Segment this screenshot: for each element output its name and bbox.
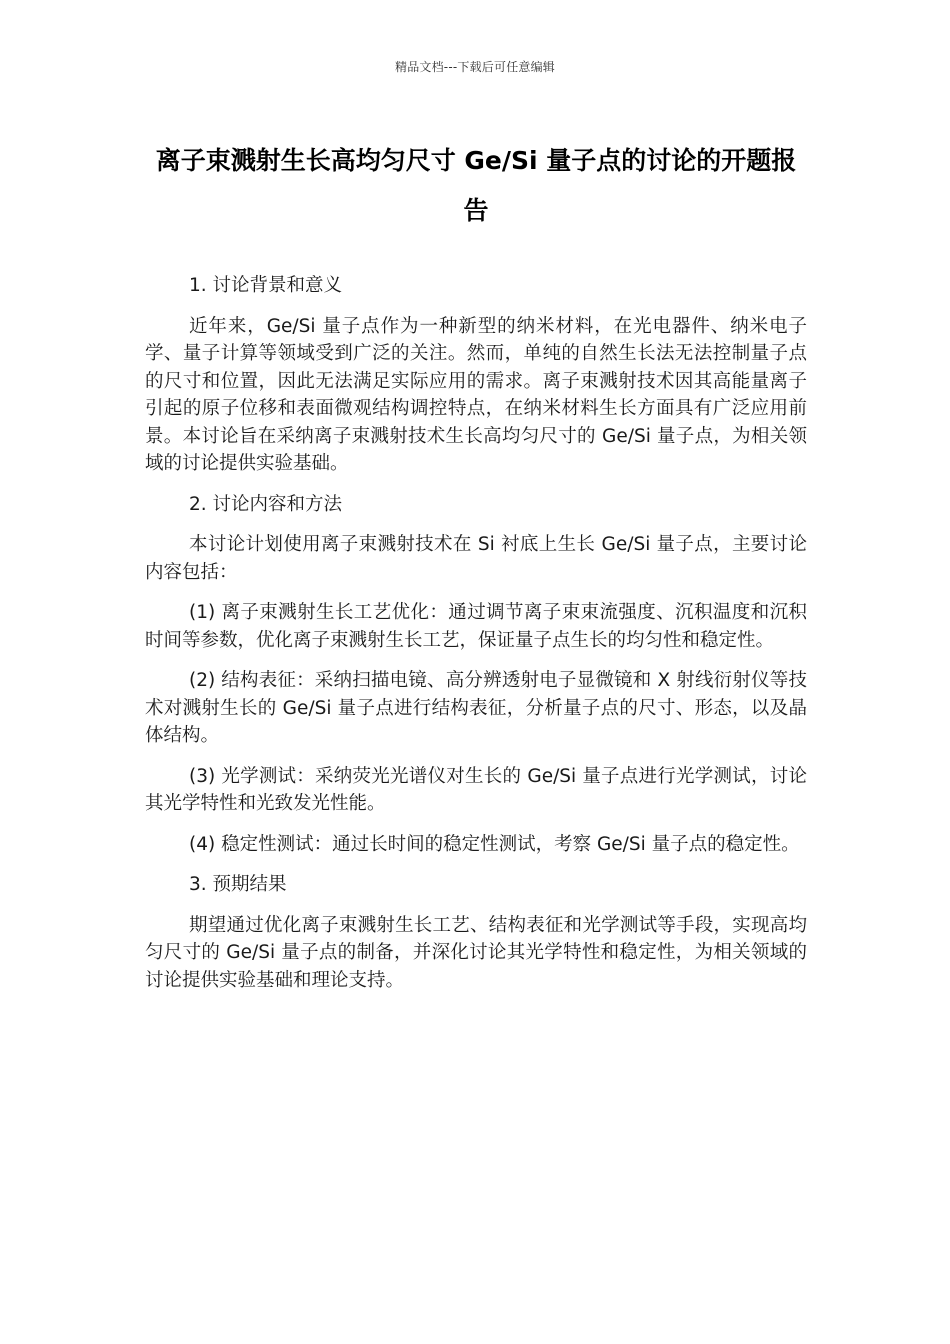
section-heading: 1. 讨论背景和意义 xyxy=(189,275,343,296)
section-heading: 3. 预期结果 xyxy=(189,874,287,895)
body-paragraph: 近年来，Ge/Si 量子点作为一种新型的纳米材料，在光电器件、纳米电子学、量子计算等领域受到广泛的关注。然而，单纯的自然生长法无法控制量子点的尺寸和位置，因此无法满足实际应用的需求。离子束溅射技术因其高能量离子引起的原子位移和表面微观结构调控特点，在纳米材料生长方面具有广泛应用前景。本讨论旨在采纳离子束溅射技术生长高均匀尺寸的 Ge/Si 量子点，为相关领域的讨论提供实验基础。 xyxy=(145,315,807,474)
list-item-paragraph: (4) 稳定性测试：通过长时间的稳定性测试，考察 Ge/Si 量子点的稳定性。 xyxy=(189,833,800,855)
document-body xyxy=(145,272,807,1007)
list-item-paragraph: (3) 光学测试：采纳荧光光谱仪对生长的 Ge/Si 量子点进行光学测试，讨论其光学特性和光致发光性能。 xyxy=(145,765,807,814)
section-heading: 2. 讨论内容和方法 xyxy=(189,493,343,515)
body-paragraph: 本讨论计划使用离子束溅射技术在 Si 衬底上生长 Ge/Si 量子点，主要讨论内容包括： xyxy=(145,534,807,583)
document-title: 离子束溅射生长高均匀尺寸 Ge/Si 量子点的讨论的开题报告 xyxy=(155,146,797,225)
body-paragraph: 期望通过优化离子束溅射生长工艺、结构表征和光学测试等手段，实现高均匀尺寸的 Ge/Si 量子点的制备，并深化讨论其光学特性和稳定性，为相关领域的讨论提供实验基础和理论支持。 xyxy=(145,914,807,991)
page-header: 精品文档---下载后可任意编辑 xyxy=(395,60,555,74)
list-item-paragraph: (2) 结构表征：采纳扫描电镜、高分辨透射电子显微镜和 X 射线衍射仪等技术对溅射生长的 Ge/Si 量子点进行结构表征，分析量子点的尺寸、形态，以及晶体结构。 xyxy=(145,670,807,746)
list-item-paragraph: (1) 离子束溅射生长工艺优化：通过调节离子束束流强度、沉积温度和沉积时间等参数，优化离子束溅射生长工艺，保证量子点生长的均匀性和稳定性。 xyxy=(145,602,807,651)
